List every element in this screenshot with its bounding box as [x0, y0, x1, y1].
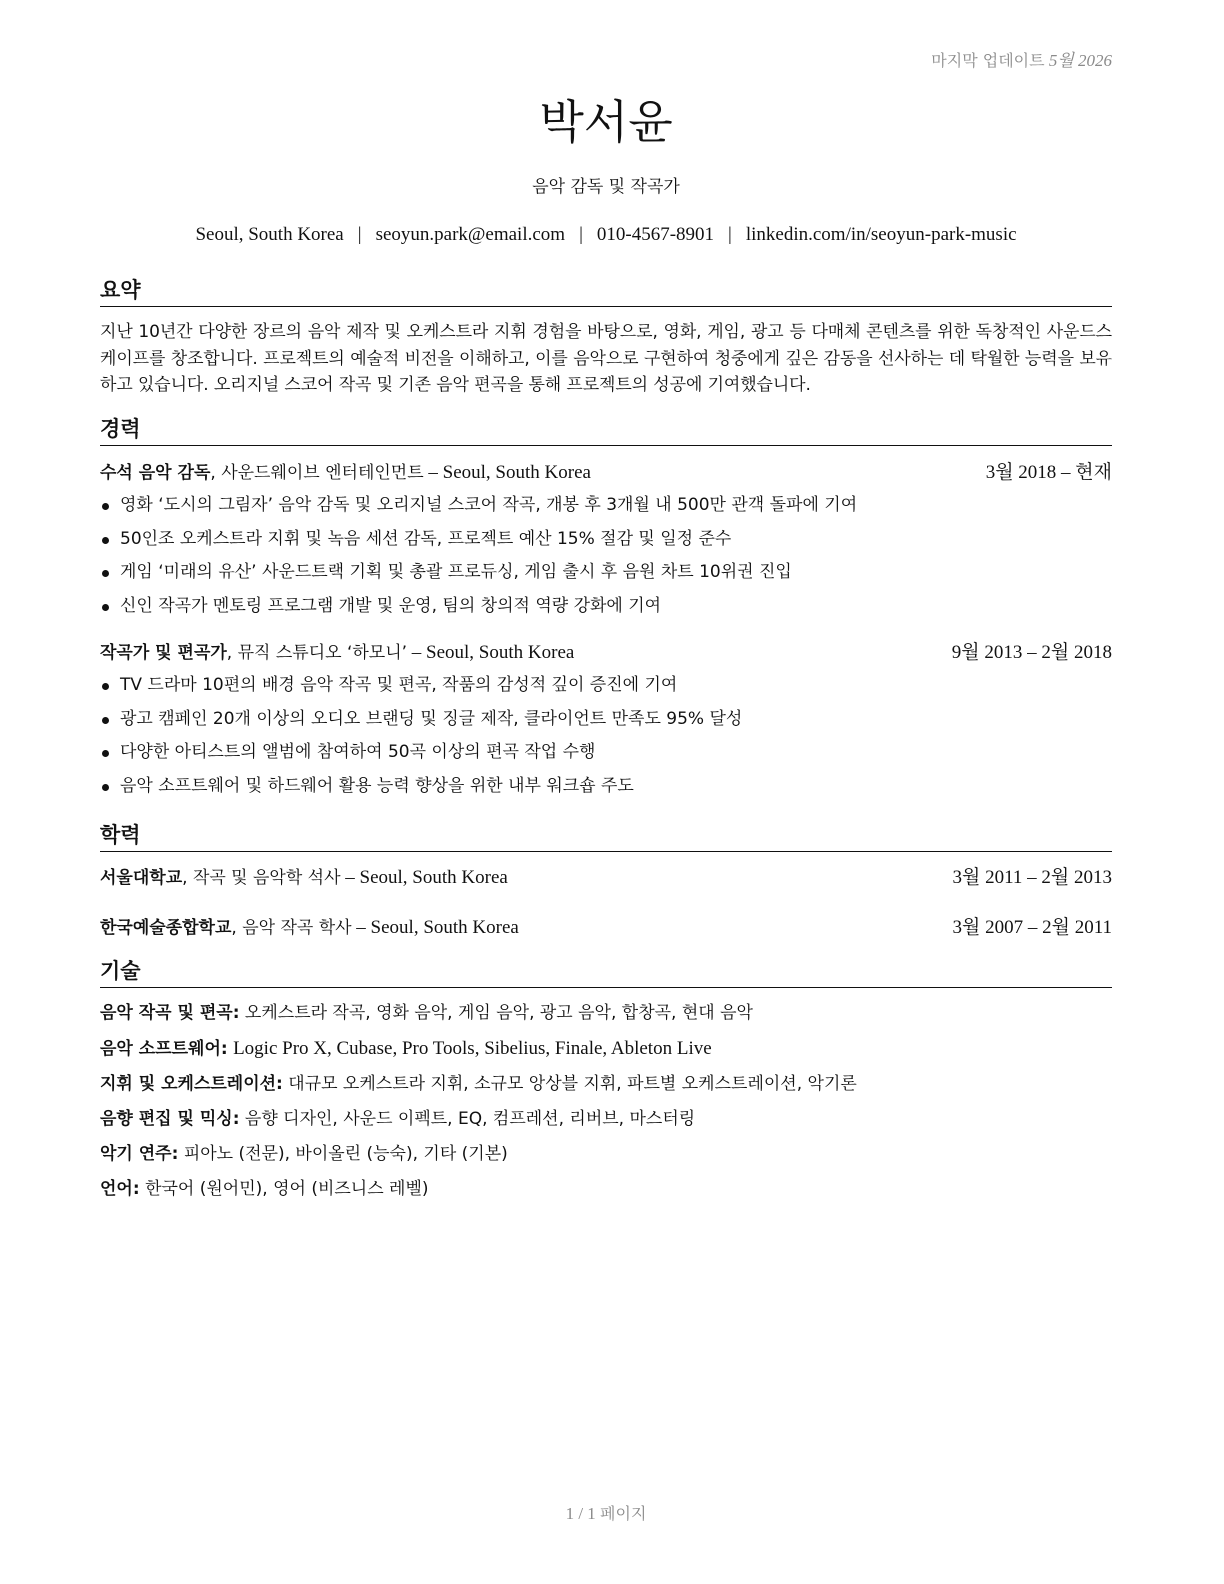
page-label: 페이지 [600, 1504, 647, 1523]
job-bullet: 신인 작곡가 멘토링 프로그램 개발 및 운영, 팀의 창의적 역량 강화에 기여 [100, 590, 1112, 624]
experience-section [100, 415, 1112, 803]
degree: 작곡 및 음악학 석사 [192, 868, 341, 888]
job-bullet: 50인조 오케스트라 지휘 및 녹음 세션 감독, 프로젝트 예산 15% 절감 및 일정 준수 [100, 523, 1112, 557]
education-dates: 3월 2007 – 2월 2011 [952, 917, 1112, 938]
job-bullet: 음악 소프트웨어 및 하드웨어 활용 능력 향상을 위한 내부 워크숍 주도 [100, 770, 1112, 804]
job-bullets [100, 489, 1112, 623]
skill-item [100, 1137, 1112, 1172]
skill-label: 음향 편집 및 믹싱: [100, 1109, 240, 1129]
contact-location: Seoul, South Korea [195, 224, 344, 245]
job-location: Seoul, South Korea [426, 642, 575, 663]
skill-item [100, 1172, 1112, 1207]
job-bullet: 다양한 아티스트의 앨범에 참여하여 50곡 이상의 편곡 작업 수행 [100, 736, 1112, 770]
job-org: 사운드웨이브 엔터테인먼트 [221, 463, 424, 483]
skill-label: 악기 연주: [100, 1144, 179, 1164]
contact-line [100, 224, 1112, 246]
skill-item [100, 1102, 1112, 1137]
skill-value: 오케스트라 작곡, 영화 음악, 게임 음악, 광고 음악, 합창곡, 현대 음악 [244, 1003, 753, 1023]
education-item: 한국예술종합학교, 음악 작곡 학사 – Seoul, South Korea 3월 2007 – 2월 2011 [100, 914, 1112, 942]
skill-item [100, 1031, 1112, 1067]
skill-value: 음향 디자인, 사운드 이펙트, EQ, 컴프레션, 리버브, 마스터링 [244, 1109, 696, 1129]
section-heading-skills: 기술 [100, 957, 1112, 988]
skill-value: Logic Pro X, Cubase, Pro Tools, Sibelius, Finale, Ableton Live [233, 1038, 712, 1059]
skills-list [100, 996, 1112, 1207]
school-name: 서울대학교 [100, 868, 183, 888]
section-heading-experience: 경력 [100, 415, 1112, 446]
job-header: 수석 음악 감독, 사운드웨이브 엔터테인먼트 – Seoul, South Korea 3월 2018 – 현재 [100, 459, 1112, 487]
education-item: 서울대학교, 작곡 및 음악학 석사 – Seoul, South Korea 3월 2011 – 2월 2013 [100, 864, 1112, 892]
job-location: Seoul, South Korea [442, 462, 591, 483]
job-bullet: 광고 캠페인 20개 이상의 오디오 브랜딩 및 징글 제작, 클라이언트 만족도 95% 달성 [100, 703, 1112, 737]
education-location: Seoul, South Korea [370, 917, 519, 938]
contact-separator: | [357, 224, 362, 245]
skill-value: 한국어 (원어민), 영어 (비즈니스 레벨) [145, 1179, 429, 1199]
resume-page [100, 0, 1112, 1584]
job-role: 작곡가 및 편곡가 [100, 643, 227, 663]
degree: 음악 작곡 학사 [242, 918, 352, 938]
contact-email[interactable]: seoyun.park@email.com [375, 224, 566, 245]
skill-item [100, 1067, 1112, 1102]
skill-label: 언어: [100, 1179, 140, 1199]
job-dates: 9월 2013 – 2월 2018 [951, 642, 1112, 663]
summary-text: 지난 10년간 다양한 장르의 음악 제작 및 오케스트라 지휘 경험을 바탕으로, 영화, 게임, 광고 등 다매체 콘텐츠를 위한 독창적인 사운드스케이프를 창조합니다. 프로젝트의 예술적 비전을 이해하고, 이를 음악으로 구현하여 청중에게 깊은 감동을 선사하는 데 탁월한 능력을 보유하고 있습니다. 오리지널 스코어 작곡 및 기존 음악 편곡을 통해 프로젝트의 성공에 기여했습니다. [100, 322, 1112, 395]
person-name: 박서윤 [539, 95, 673, 149]
summary-section [100, 276, 1112, 399]
job-bullets [100, 669, 1112, 803]
education-section [100, 821, 1112, 942]
job-bullet: 게임 ‘미래의 유산’ 사운드트랙 기획 및 총괄 프로듀싱, 게임 출시 후 음원 차트 10위권 진입 [100, 556, 1112, 590]
job-dates: 3월 2018 – 현재 [985, 462, 1112, 483]
page-number: 1 / 1 [565, 1504, 596, 1523]
job-role: 수석 음악 감독 [100, 463, 211, 483]
job-bullet: TV 드라마 10편의 배경 음악 작곡 및 편곡, 작품의 감성적 깊이 증진에 기여 [100, 669, 1112, 703]
last-updated [931, 46, 1112, 71]
page-footer [100, 1501, 1112, 1524]
contact-separator: | [579, 224, 583, 245]
education-location: Seoul, South Korea [359, 867, 508, 888]
section-heading-education: 학력 [100, 821, 1112, 852]
contact-separator: | [728, 224, 732, 245]
skill-value: 피아노 (전문), 바이올린 (능숙), 기타 (기본) [183, 1144, 508, 1164]
job-org: 뮤직 스튜디오 ‘하모니’ [237, 643, 408, 663]
school-name: 한국예술종합학교 [100, 918, 232, 938]
skill-label: 음악 소프트웨어: [100, 1039, 228, 1059]
job-header: 작곡가 및 편곡가, 뮤직 스튜디오 ‘하모니’ – Seoul, South Korea 9월 2013 – 2월 2018 [100, 639, 1112, 667]
job-bullet: 영화 ‘도시의 그림자’ 음악 감독 및 오리지널 스코어 작곡, 개봉 후 3개월 내 500만 관객 돌파에 기여 [100, 489, 1112, 523]
job-title: 음악 감독 및 작곡가 [532, 177, 680, 197]
skill-label: 음악 작곡 및 편곡: [100, 1003, 240, 1023]
section-heading-summary: 요약 [100, 276, 1112, 307]
skill-label: 지휘 및 오케스트레이션: [100, 1074, 283, 1094]
skills-section [100, 957, 1112, 1207]
last-updated-label: 마지막 업데이트 [931, 51, 1045, 70]
skill-item [100, 996, 1112, 1031]
contact-phone: 010-4567-8901 [596, 224, 715, 245]
education-dates: 3월 2011 – 2월 2013 [952, 867, 1112, 888]
skill-value: 대규모 오케스트라 지휘, 소규모 앙상블 지휘, 파트별 오케스트레이션, 악기론 [288, 1074, 857, 1094]
last-updated-date: 5월 2026 [1048, 51, 1112, 70]
contact-linkedin[interactable]: linkedin.com/in/seoyun-park-music [745, 224, 1017, 245]
